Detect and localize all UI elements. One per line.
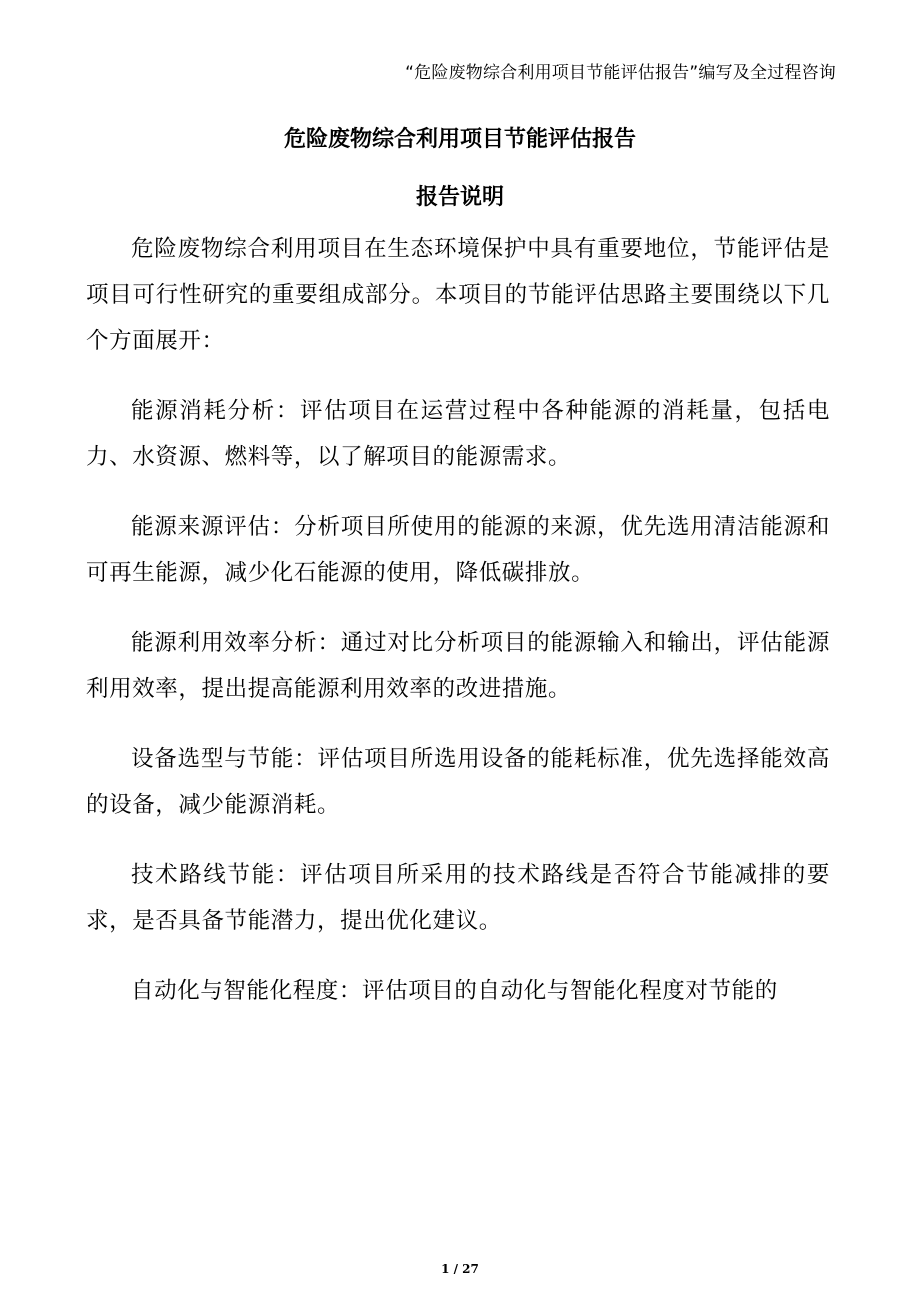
page-number: 1 / 27 bbox=[441, 1262, 479, 1276]
paragraph-intro: 危险废物综合利用项目在生态环境保护中具有重要地位，节能评估是项目可行性研究的重要组成部分。本项目的节能评估思路主要围绕以下几个方面展开： bbox=[86, 236, 830, 354]
paragraph-equipment-selection: 设备选型与节能：评估项目所选用设备的能耗标准，优先选择能效高的设备，减少能源消耗。 bbox=[86, 746, 830, 818]
document-body bbox=[86, 226, 830, 1038]
paragraph-energy-consumption: 能源消耗分析：评估项目在运营过程中各种能源的消耗量，包括电力、水资源、燃料等，以了解项目的能源需求。 bbox=[86, 398, 830, 470]
running-header: “危险废物综合利用项目节能评估报告”编写及全过程咨询 bbox=[405, 63, 836, 83]
paragraph-technical-route: 技术路线节能：评估项目所采用的技术路线是否符合节能减排的要求，是否具备节能潜力，提出优化建议。 bbox=[86, 862, 830, 934]
document-title: 危险废物综合利用项目节能评估报告 bbox=[283, 127, 636, 152]
paragraph-energy-efficiency: 能源利用效率分析：通过对比分析项目的能源输入和输出，评估能源利用效率，提出提高能源利用效率的改进措施。 bbox=[86, 630, 830, 702]
paragraph-automation: 自动化与智能化程度：评估项目的自动化与智能化程度对节能的 bbox=[131, 978, 778, 1004]
paragraph-energy-source: 能源来源评估：分析项目所使用的能源的来源，优先选用清洁能源和可再生能源，减少化石能源的使用，降低碳排放。 bbox=[86, 514, 830, 586]
section-title: 报告说明 bbox=[415, 185, 504, 210]
